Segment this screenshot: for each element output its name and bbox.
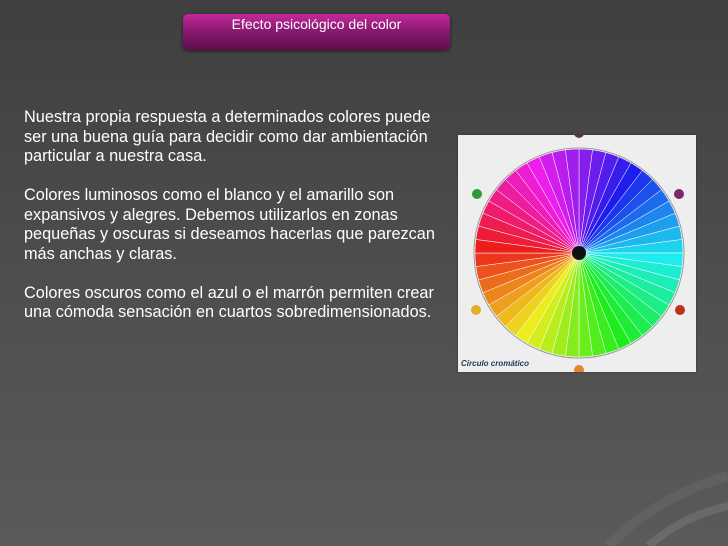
marker-top xyxy=(574,135,584,138)
marker-left-bottom xyxy=(471,305,481,315)
wheel-hub xyxy=(572,246,586,260)
body-text xyxy=(24,108,452,342)
paragraph-3: Colores oscuros como el azul o el marrón permiten crear una cómoda sensación en cuartos sobredimensionados. xyxy=(24,283,434,321)
paragraph-2: Colores luminosos como el blanco y el amarillo son expansivos y alegres. Debemos utilizarlos en zonas pequeñas y oscuras si deseamos hacerlas que parezcan más anchas y claras. xyxy=(24,186,435,263)
figure-caption: Círculo cromático xyxy=(461,359,530,368)
corner-decoration xyxy=(568,436,728,546)
slide-title xyxy=(183,14,450,50)
color-wheel-figure xyxy=(458,135,696,372)
marker-right-bottom xyxy=(675,305,685,315)
title-text: Efecto psicológico del color xyxy=(231,16,402,32)
color-wheel-image xyxy=(458,135,696,372)
marker-right-top xyxy=(674,189,684,199)
marker-bottom xyxy=(574,365,584,372)
marker-left-top xyxy=(472,189,482,199)
paragraph-1: Nuestra propia respuesta a determinados colores puede ser una buena guía para decidir como dar ambientación particular a nuestra casa. xyxy=(24,108,431,165)
